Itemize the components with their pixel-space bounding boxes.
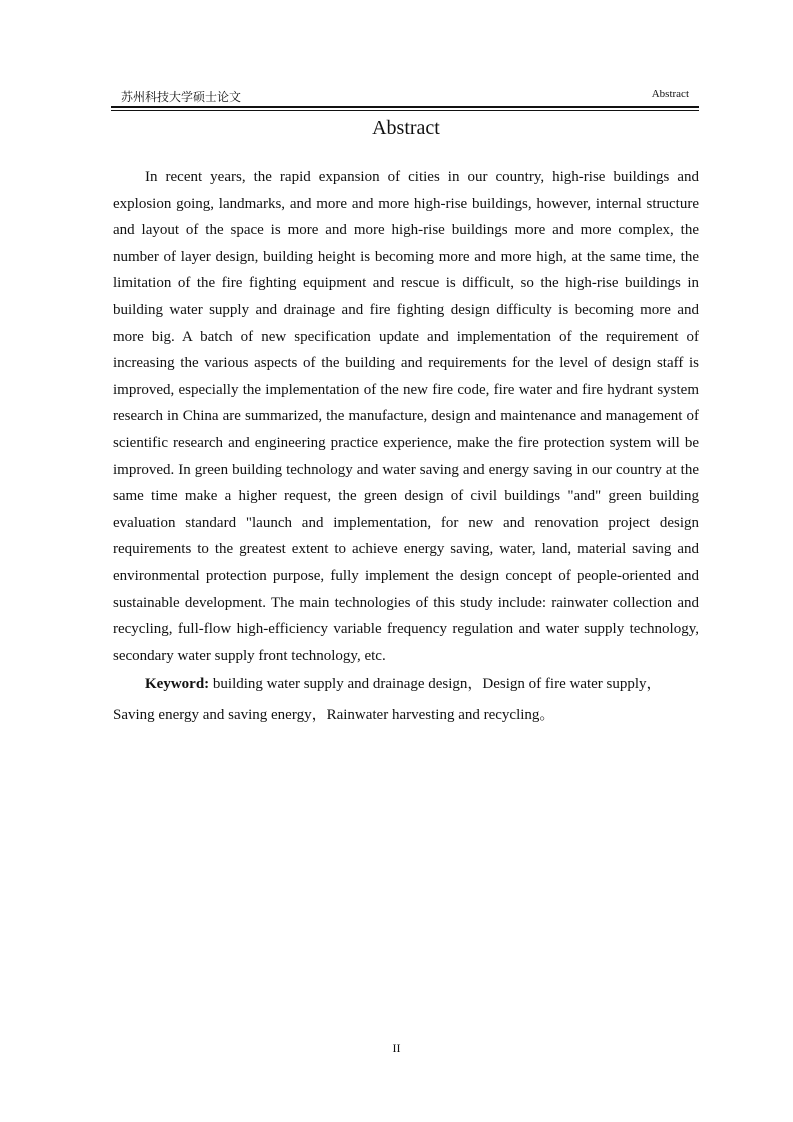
page-title: Abstract [372, 117, 440, 139]
header-section-title: Abstract [651, 88, 689, 100]
page-header [111, 86, 699, 104]
header-university-title: 苏州科技大学硕士论文 [121, 90, 242, 104]
abstract-body [113, 164, 699, 731]
keywords-label: Keyword: [145, 676, 210, 693]
keywords-text: building water supply and drainage design，Design of fire water supply，Saving energy and saving energy，Rainwater harvesting and recycling。 [113, 676, 662, 724]
page-number: II [392, 1041, 401, 1055]
header-rule-thick [111, 106, 699, 108]
keywords-paragraph [113, 669, 699, 731]
abstract-paragraph: In recent years, the rapid expansion of cities in our country, high-rise buildings and explosion going, landmarks, and more and more high-rise buildings, however, internal structure and layout of the space is more and more high-rise buildings more and more complex, the number of layer design, building height is becoming more and more high, at the same time, the limitation of the fire fighting equipment and rescue is difficult, so the high-rise buildings in building water supply and drainage and fire fighting design difficulty is becoming more and more big. A batch of new specification update and implementation of the requirement of increasing the various aspects of the building and requirements for the level of design staff is improved, especially the implementation of the new fire code, fire water and fire hydrant system research in China are summarized, the manufacture, design and maintenance and management of scientific research and engineering practice experience, make the fire protection system will be improved. In green building technology and water saving and energy saving in our country at the same time make a higher request, the green design of civil buildings "and" green building evaluation standard "launch and implementation, for new and renovation project design requirements to the greatest extent to achieve energy saving, water, land, material saving and environmental protection purpose, fully implement the design concept of people-oriented and sustainable development. The main technologies of this study include: rainwater collection and recycling, full-flow high-efficiency variable frequency regulation and water supply technology, secondary water supply front technology, etc. [113, 169, 699, 664]
header-rule-thin [111, 110, 699, 111]
